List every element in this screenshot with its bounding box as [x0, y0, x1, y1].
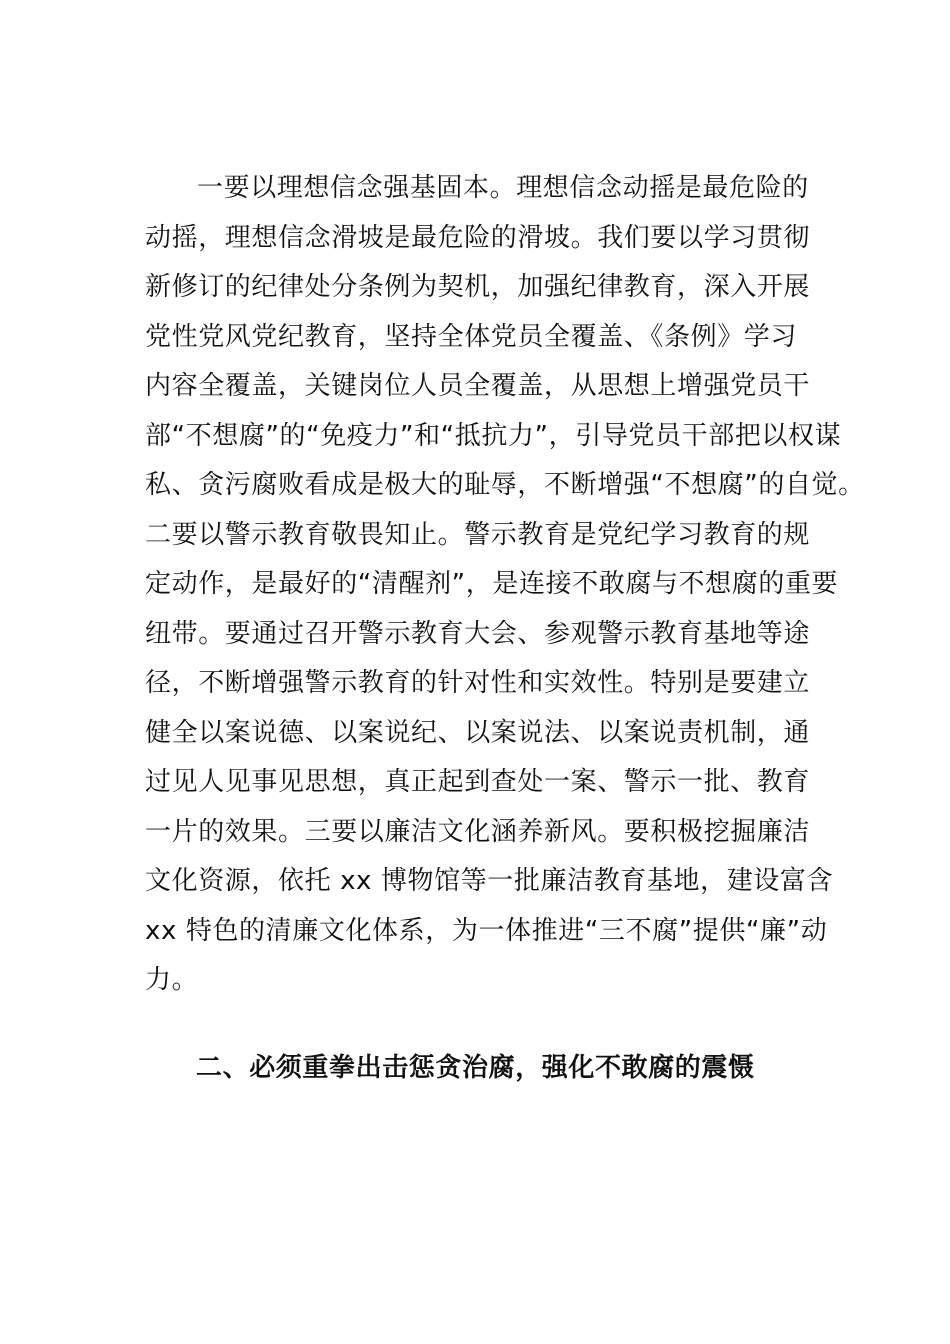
paragraph-line: xx 特色的清廉文化体系，为一体推进“三不腐”提供“廉”动	[145, 915, 828, 946]
paragraph-line: 一片的效果。三要以廉洁文化涵养新风。要积极挖掘廉洁	[145, 816, 811, 847]
paragraph-line: 过见人见事见思想，真正起到查处一案、警示一批、教育	[145, 767, 811, 797]
paragraph-line: 私、贪污腐败看成是极大的耻辱，不断增强“不想腐”的自觉。	[145, 470, 865, 500]
paragraph-line: 部“不想腐”的“免疫力”和“抵抗力”，引导党员干部把以权谋	[145, 420, 842, 451]
paragraph-line: 定动作，是最好的“清醒剂”，是连接不敢腐与不想腐的重要	[145, 569, 839, 599]
paragraph-line: 健全以案说德、以案说纪、以案说法、以案说责机制，通	[145, 717, 811, 748]
paragraph-line: 二要以警示教育敬畏知止。警示教育是党纪学习教育的规	[145, 519, 811, 550]
paragraph-line: 一要以理想信念强基固本。理想信念动摇是最危险的	[197, 173, 809, 203]
paragraph-line: 新修订的纪律处分条例为契机，加强纪律教育，深入开展	[145, 272, 811, 302]
paragraph-line: 力。	[145, 965, 199, 995]
paragraph-line: 内容全覆盖，关键岗位人员全覆盖，从思想上增强党员干	[145, 371, 811, 401]
paragraph-line: 纽带。要通过召开警示教育大会、参观警示教育基地等途	[145, 618, 811, 649]
paragraph-line: 党性党风党纪教育，坚持全体党员全覆盖、《条例》学习	[145, 321, 798, 352]
paragraph-line: 动摇，理想信念滑坡是最危险的滑坡。我们要以学习贯彻	[145, 222, 811, 253]
section-heading: 二、必须重拳出击惩贪治腐，强化不敢腐的震慑	[196, 1053, 755, 1083]
body-paragraph	[145, 164, 865, 1006]
paragraph-line: 径，不断增强警示教育的针对性和实效性。特别是要建立	[145, 668, 811, 698]
paragraph-line: 文化资源，依托 xx 博物馆等一批廉洁教育基地，建设富含	[145, 866, 834, 896]
